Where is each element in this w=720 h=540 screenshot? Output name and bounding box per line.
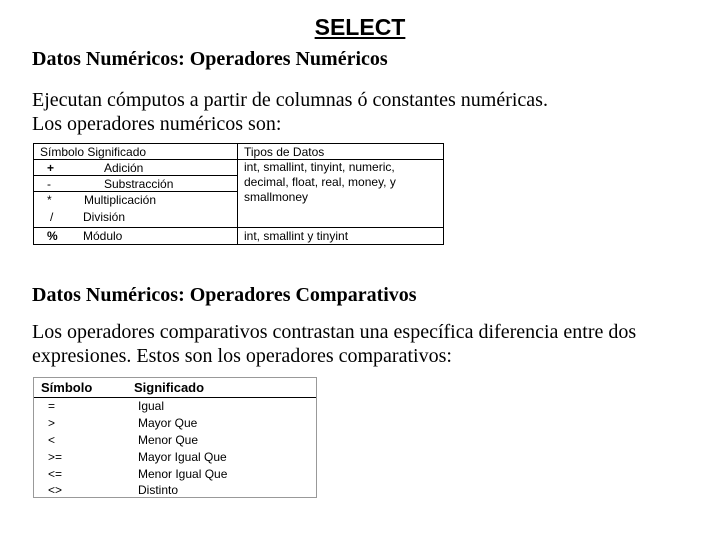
comparative-description — [32, 320, 636, 368]
operator-meaning: Mayor Igual Que — [138, 450, 227, 464]
description-line: Ejecutan cómputos a partir de columnas ó constantes numéricas. — [32, 89, 548, 111]
operator-meaning: Distinto — [138, 483, 179, 497]
table-header — [34, 378, 316, 398]
table-row — [34, 432, 316, 449]
operator-symbol: / — [50, 210, 54, 224]
section-heading-numeric: Datos Numéricos: Operadores Numéricos — [32, 48, 388, 70]
operator-symbol: <= — [48, 467, 63, 481]
operator-meaning: Menor Igual Que — [138, 467, 228, 481]
row-divider — [34, 175, 237, 176]
operator-symbol: >= — [48, 450, 63, 464]
operator-meaning: Igual — [138, 399, 165, 413]
operator-symbol: - — [47, 177, 51, 191]
operator-meaning: Mayor Que — [138, 416, 198, 430]
comparative-operators-table — [33, 377, 317, 498]
table-row — [34, 449, 316, 466]
tipos-de-datos-main: int, smallint, tinyint, numeric, decimal, float, real, money, y smallmoney — [244, 160, 396, 204]
numeric-operators-table — [33, 143, 444, 245]
tipos-de-datos-modulo: int, smallint y tinyint — [244, 229, 349, 243]
operator-symbol: * — [47, 193, 52, 207]
operator-symbol: % — [47, 229, 58, 243]
row-divider — [34, 227, 443, 228]
operator-meaning: Multiplicación — [84, 193, 157, 207]
numeric-description — [32, 88, 548, 136]
table-row — [34, 466, 316, 483]
header-tipos-de-datos: Tipos de Datos — [244, 145, 325, 159]
operator-meaning: Menor Que — [138, 433, 199, 447]
table-row — [34, 482, 316, 499]
operator-symbol: = — [48, 399, 56, 413]
operator-symbol: < — [48, 433, 56, 447]
header-simbolo-significado: Símbolo Significado — [40, 145, 147, 159]
section-heading-comparative: Datos Numéricos: Operadores Comparativos — [32, 284, 417, 306]
description-line: expresiones. Estos son los operadores comparativos: — [32, 345, 452, 367]
table-row — [34, 415, 316, 432]
header-simbolo: Símbolo — [41, 380, 93, 395]
operator-symbol: + — [47, 161, 55, 175]
description-line: Los operadores numéricos son: — [32, 113, 282, 135]
operator-symbol: > — [48, 416, 56, 430]
slide-title: SELECT — [314, 14, 406, 40]
header-significado: Significado — [134, 380, 205, 395]
operator-meaning: Módulo — [83, 229, 123, 243]
table-row — [34, 398, 316, 415]
operator-meaning: Adición — [104, 161, 144, 175]
operator-meaning: Substracción — [104, 177, 174, 191]
row-divider — [34, 191, 237, 192]
operator-meaning: División — [83, 210, 126, 224]
operator-symbol: <> — [48, 483, 63, 497]
description-line: Los operadores comparativos contrastan una específica diferencia entre dos — [32, 321, 637, 343]
